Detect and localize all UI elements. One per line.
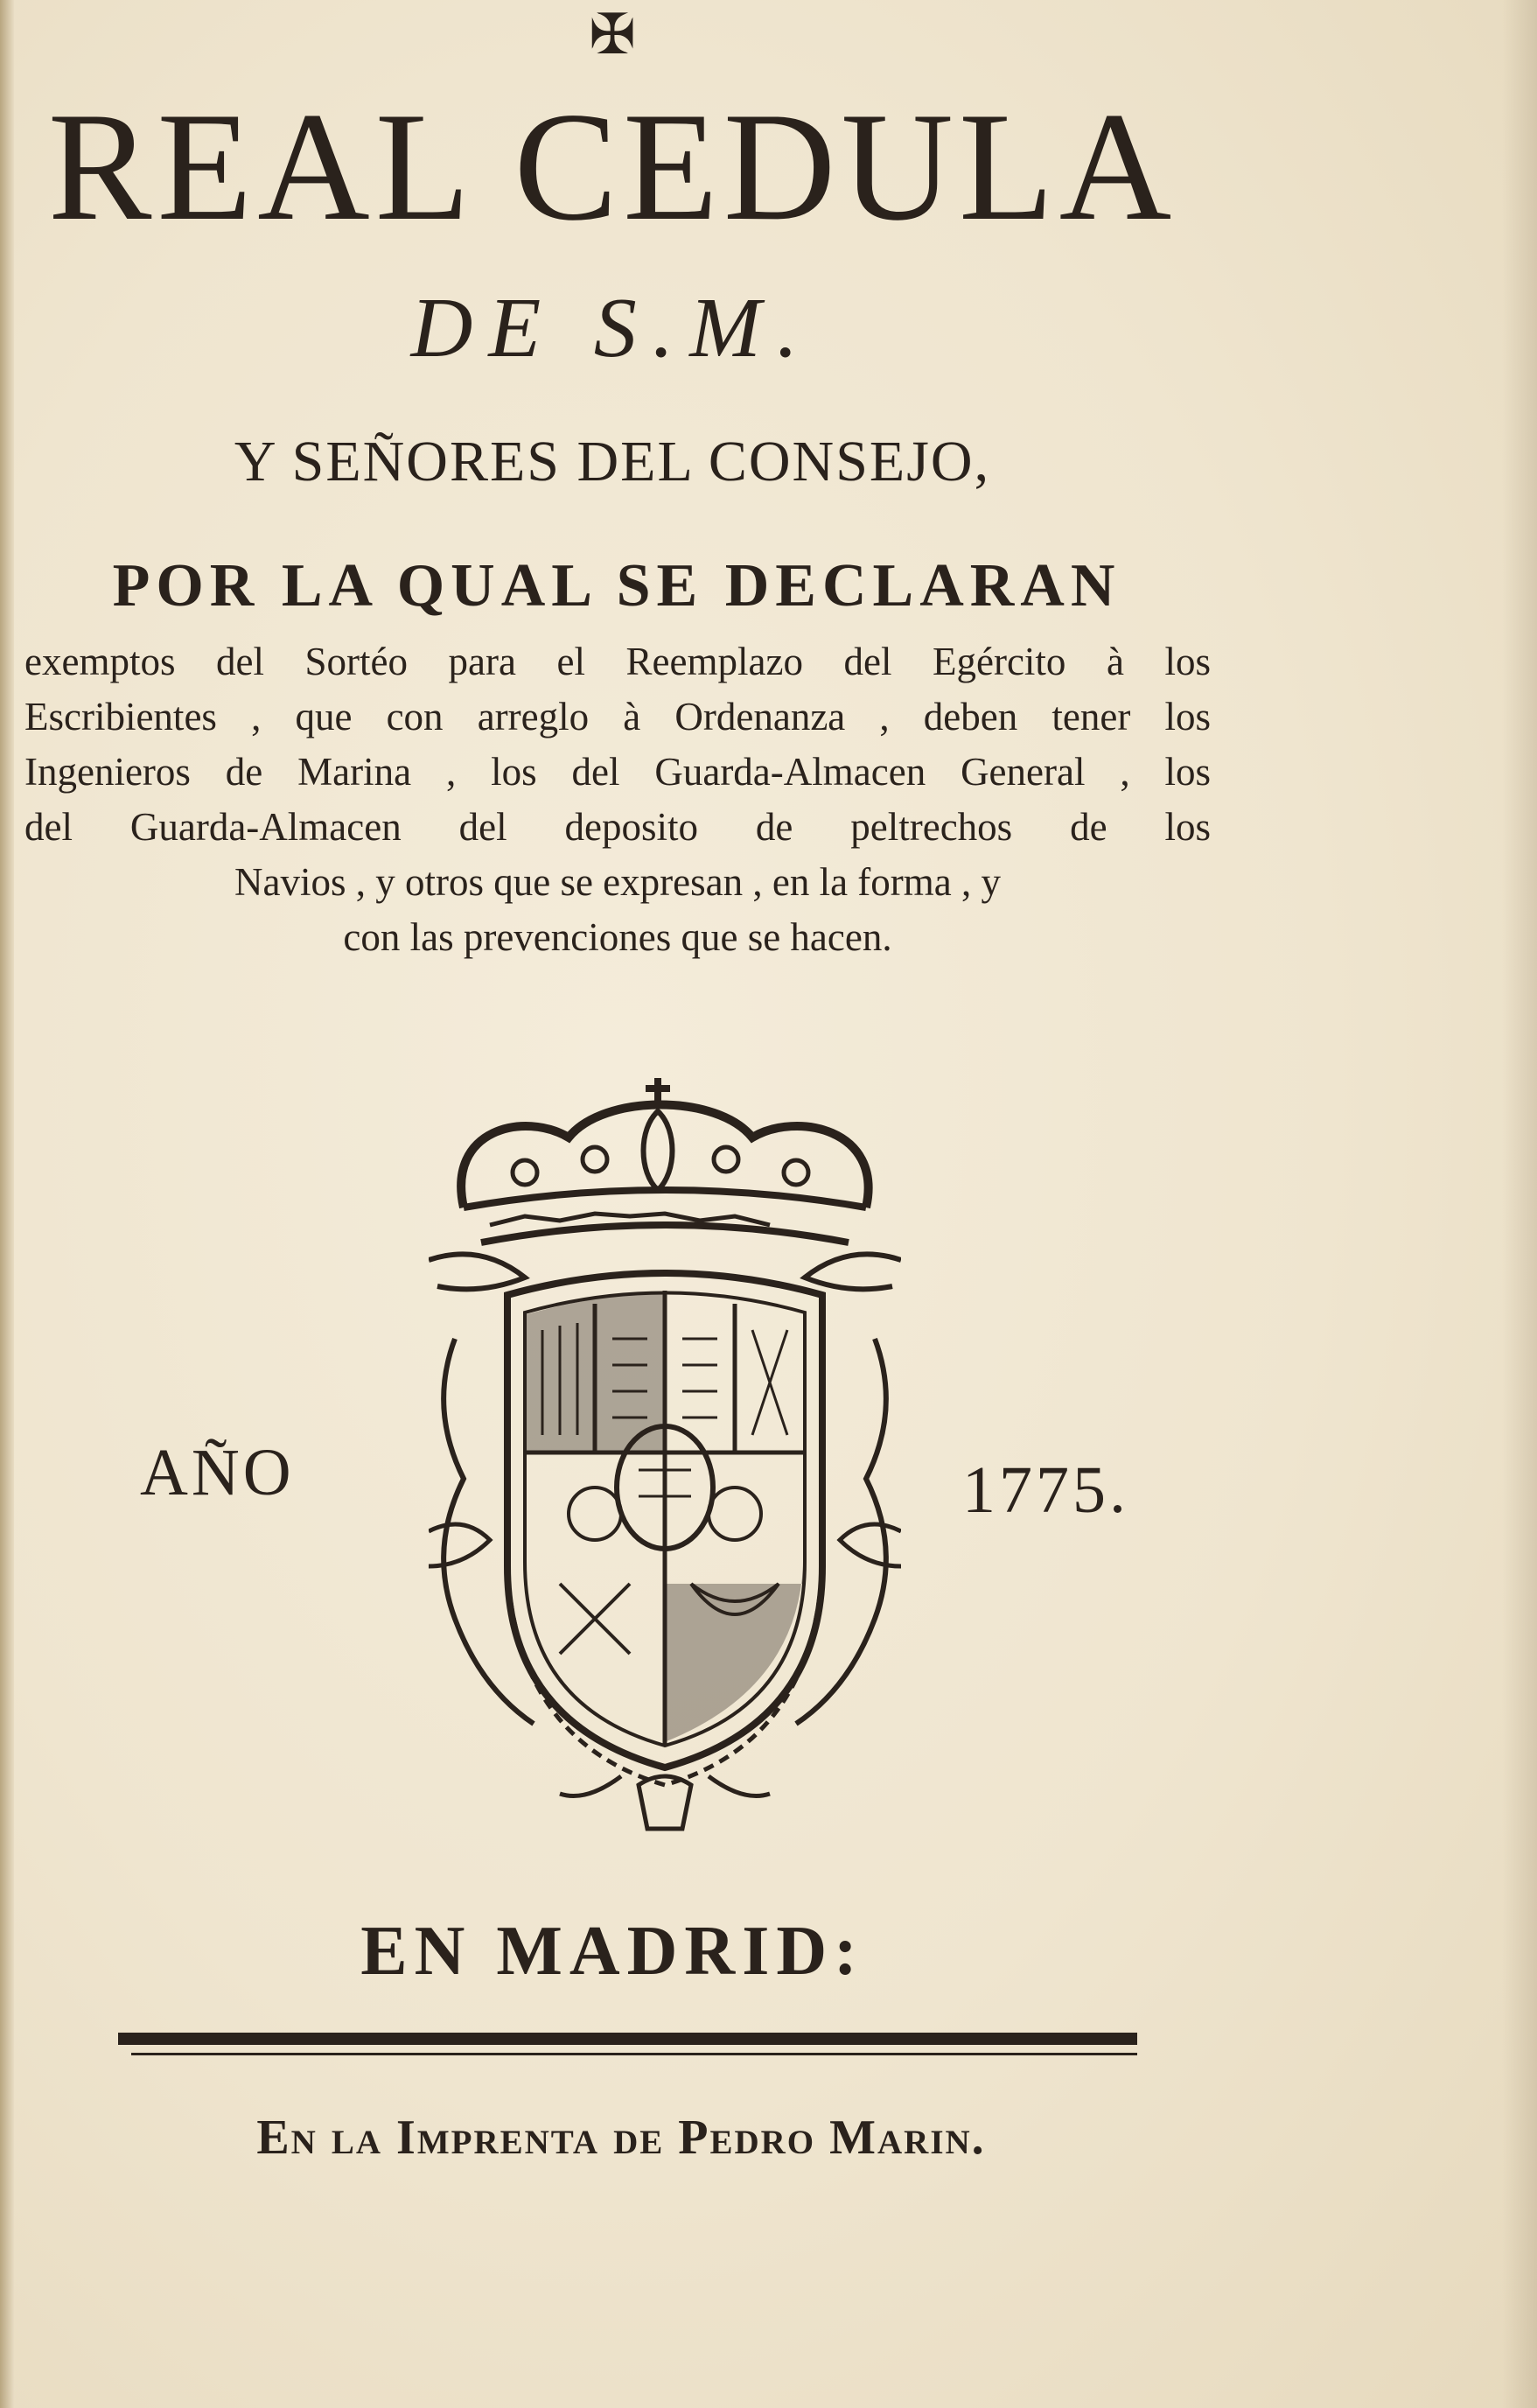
- document-subtitle: DE S.M.: [410, 281, 814, 375]
- divider-rule-thin: [131, 2053, 1137, 2055]
- divider-rule: [118, 2033, 1137, 2045]
- page-shadow: [1502, 0, 1537, 2408]
- description-line: Ingenieros de Marina , los del Guarda-Almacen General , los: [24, 750, 1211, 794]
- printer-imprint: En la Imprenta de Pedro Marin.: [256, 2110, 986, 2165]
- year-label: AÑO: [140, 1436, 295, 1509]
- place-of-printing: EN MADRID:: [360, 1913, 864, 1990]
- royal-coat-of-arms-icon: [429, 1076, 901, 1838]
- description-line: del Guarda-Almacen del deposito de peltrechos de los: [24, 805, 1211, 849]
- council-heading: Y SEÑORES DEL CONSEJO,: [234, 430, 991, 494]
- description-text: [24, 634, 1211, 965]
- description-line: exemptos del Sortéo para el Reemplazo del Egército à los: [24, 640, 1211, 683]
- cross-ornament-icon: ✠: [589, 4, 636, 66]
- declaration-heading: POR LA QUAL SE DECLARAN: [112, 552, 1121, 620]
- document-title: REAL CEDULA: [47, 80, 1177, 253]
- year-value: 1775.: [962, 1453, 1129, 1527]
- description-line: Escribientes , que con arreglo à Ordenanza , deben tener los: [24, 695, 1211, 738]
- description-line: Navios , y otros que se expresan , en la forma , y: [234, 860, 1001, 904]
- description-line: con las prevenciones que se hacen.: [343, 915, 892, 959]
